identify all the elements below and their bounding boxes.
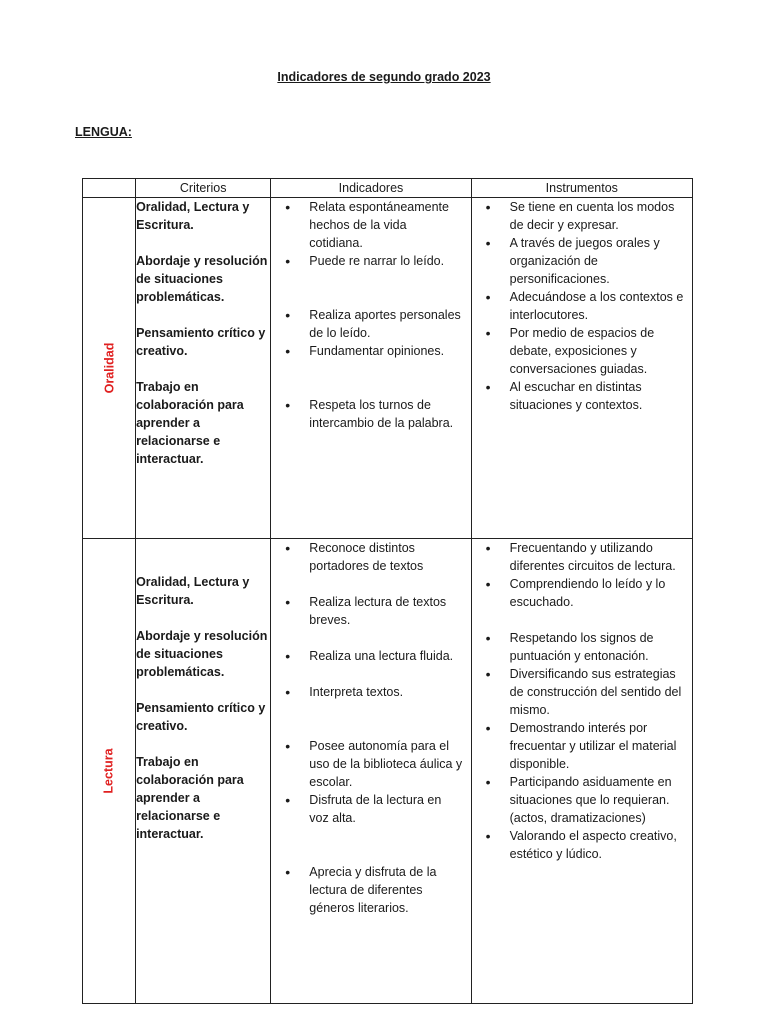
table-header-row [83,179,693,198]
indicators-cell [271,539,471,1004]
list-item: • Reconoce distintos portadores de textos [271,539,462,575]
indicators-list [271,198,470,432]
header-instrumentos: Instrumentos [471,179,692,198]
list-item: • Diversificando sus estrategias de construcción del sentido del mismo. [472,665,684,719]
list-item: • Por medio de espacios de debate, exposiciones y conversaciones guiadas. [472,324,684,378]
row-label-oralidad: Oralidad [102,342,117,394]
indicators-list [271,539,470,917]
instruments-cell [471,198,692,539]
list-item: • Al escuchar en distintas situaciones y contextos. [472,378,684,414]
list-item: • Interpreta textos. [271,683,462,701]
table-row-oralidad [83,198,693,539]
list-item: • Comprendiendo lo leído y lo escuchado. [472,575,684,611]
criteria-item: Oralidad, Lectura y Escritura. [136,575,250,607]
criteria-item: Trabajo en colaboración para aprender a relacionarse e interactuar. [136,380,244,466]
document-title: Indicadores de segundo grado 2023 [277,70,491,84]
criteria-item: Pensamiento crítico y creativo. [136,701,266,733]
list-item: • Posee autonomía para el uso de la biblioteca áulica y escolar. [271,737,462,791]
list-item: • Frecuentando y utilizando diferentes circuitos de lectura. [472,539,684,575]
criteria-cell [136,198,271,539]
list-item: • Aprecia y disfruta de la lectura de diferentes géneros literarios. [271,863,462,917]
list-item: • Participando asiduamente en situaciones que lo requieran. (actos, dramatizaciones) [472,773,684,827]
list-item: • Puede re narrar lo leído. [271,252,462,270]
criteria-cell [136,539,271,1004]
instruments-list [472,198,692,414]
list-item: • Relata espontáneamente hechos de la vida cotidiana. [271,198,462,252]
list-item: • Respeta los turnos de intercambio de la palabra. [271,396,462,432]
list-item: • Respetando los signos de puntuación y entonación. [472,629,684,665]
criteria-item: Abordaje y resolución de situaciones problemáticas. [136,629,268,679]
criteria-item: Oralidad, Lectura y Escritura. [136,200,250,232]
list-item: • Realiza una lectura fluida. [271,647,462,665]
instruments-list [472,539,692,863]
list-item: • A través de juegos orales y organización de personificaciones. [472,234,684,288]
list-item: • Fundamentar opiniones. [271,342,462,360]
header-indicadores: Indicadores [271,179,471,198]
row-label-cell [83,539,136,1004]
criteria-item: Trabajo en colaboración para aprender a relacionarse e interactuar. [136,755,244,841]
row-label-cell [83,198,136,539]
criteria-item: Abordaje y resolución de situaciones problemáticas. [136,254,268,304]
list-item: • Valorando el aspecto creativo, estético y lúdico. [472,827,684,863]
table-row-lectura [83,539,693,1004]
section-heading: LENGUA: [75,125,132,139]
header-criterios: Criterios [136,179,271,198]
indicators-table [82,178,693,1004]
list-item: • Disfruta de la lectura en voz alta. [271,791,462,827]
list-item: • Realiza lectura de textos breves. [271,593,462,629]
list-item: • Se tiene en cuenta los modos de decir y expresar. [472,198,684,234]
indicators-cell [271,198,471,539]
list-item: • Adecuándose a los contextos e interlocutores. [472,288,684,324]
list-item: • Realiza aportes personales de lo leído. [271,306,462,342]
header-empty [83,179,136,198]
list-item: • Demostrando interés por frecuentar y utilizar el material disponible. [472,719,684,773]
row-label-lectura: Lectura [102,748,117,794]
criteria-item: Pensamiento crítico y creativo. [136,326,266,358]
instruments-cell [471,539,692,1004]
